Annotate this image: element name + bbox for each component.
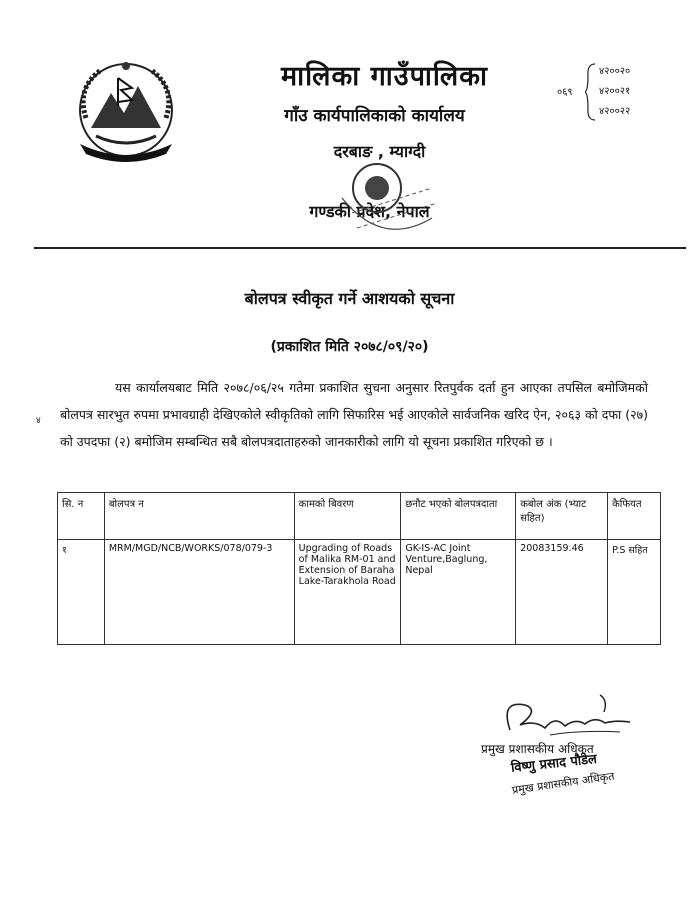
phone-number: ४२००२० bbox=[599, 66, 631, 77]
phone-number: ४२००२१ bbox=[599, 86, 631, 97]
notice-body bbox=[60, 374, 648, 455]
notice-published-date: (प्रकाशित मिति २०७८/०९/२०) bbox=[270, 339, 429, 355]
signatory-designation: प्रमुख प्रशासकीय अधिकृत bbox=[481, 742, 594, 756]
col-header-selected-bidder: छनौट भएको बोलपत्रदाता bbox=[401, 493, 516, 540]
table-header-row bbox=[58, 493, 661, 540]
bid-table bbox=[57, 492, 661, 645]
signatory-name-stamp: विष्णु प्रसाद पौडेल bbox=[510, 751, 598, 776]
header-divider bbox=[34, 247, 686, 249]
cell-bid-no: MRM/MGD/NCB/WORKS/078/079-3 bbox=[104, 540, 294, 645]
cell-work-description: Upgrading of Roads of Malika RM-01 and Extension of Baraha Lake-Tarakhola Road bbox=[294, 540, 401, 645]
office-address: दरबाङ , म्याग्दी bbox=[333, 142, 426, 161]
table-row bbox=[58, 540, 661, 645]
office-subtitle: गाँउ कार्यपालिकाको कार्यालय bbox=[284, 106, 465, 126]
col-header-remarks: कैफियत bbox=[608, 493, 661, 540]
office-name: मालिका गाउँपालिका bbox=[281, 61, 488, 92]
notice-title: बोलपत्र स्वीकृत गर्ने आशयको सूचना bbox=[244, 289, 455, 308]
notice-body-text: यस कार्यालयबाट मिति २०७८/०६/२५ गतेमा प्रकाशित सुचना अनुसार रितपुर्वक दर्ता हुन आएका तपसिल बमोजिमको बोलपत्र सारभुत रुपमा प्रभावग्राही देखिएकोले स्वीकृतिको लागि सिफारिस भई आएकोले सार्वजनिक खरिद ऐन, २०६३ को दफा (२७) को उपदफा (२) बमोजिम सम्बन्धित सबै बोलपत्रदाताहरुको जानकारीको लागि यो सूचना प्रकाशित गरिएको छ । bbox=[60, 380, 648, 449]
col-header-work-description: कामको बिवरण bbox=[294, 493, 401, 540]
handwritten-signature bbox=[480, 690, 640, 740]
office-seal-stamp bbox=[322, 158, 452, 258]
phone-list bbox=[585, 62, 655, 122]
col-header-bid-no: बोलपत्र न bbox=[104, 493, 294, 540]
phone-number: ४२००२२ bbox=[599, 106, 631, 117]
cell-serial: १ bbox=[58, 540, 105, 645]
cell-bid-amount: 20083159.46 bbox=[516, 540, 608, 645]
signatory-designation-stamp: प्रमुख प्रशासकीय अधिकृत bbox=[511, 769, 616, 797]
cell-remarks: P.S सहित bbox=[608, 540, 661, 645]
phone-code: ०६९ bbox=[557, 87, 573, 98]
col-header-serial: सि. न bbox=[58, 493, 105, 540]
margin-mark: ४ bbox=[36, 416, 41, 426]
cell-selected-bidder: GK-IS-AC Joint Venture,Baglung, Nepal bbox=[401, 540, 516, 645]
office-province: गण्डकी प्रदेश, नेपाल bbox=[309, 202, 430, 221]
col-header-bid-amount: कबोल अंक (भ्याट सहित) bbox=[516, 493, 608, 540]
